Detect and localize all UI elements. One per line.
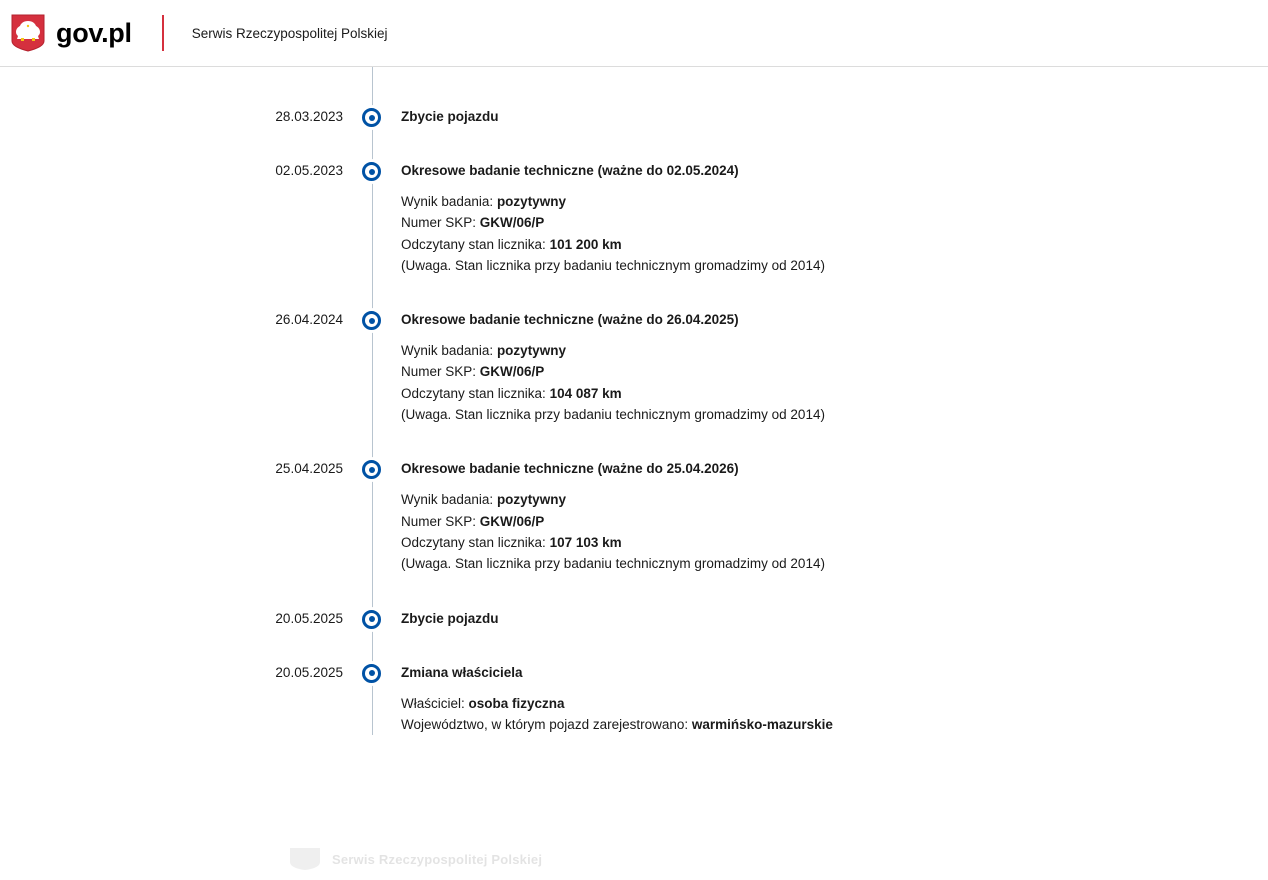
entry-title: Okresowe badanie techniczne (ważne do 26.04.2025) [401,312,739,328]
detail-value: 107 103 km [549,534,622,550]
detail-value: pozytywny [496,492,566,508]
detail-label: Wynik badania: [401,492,497,508]
entry-date: 25.04.2025 [275,461,343,477]
detail-label: Odczytany stan licznika: [401,385,550,401]
detail-line [401,361,1268,382]
detail-value: 104 087 km [549,385,622,401]
detail-line [401,191,1268,212]
entry-date: 20.05.2025 [275,610,343,626]
detail-value: osoba fizyczna [468,695,565,711]
timeline-entry [0,107,1268,127]
detail-value: GKW/06/P [479,215,545,231]
timeline-dot-icon [362,610,381,629]
detail-line [401,511,1268,532]
entry-details [401,489,1268,574]
timeline-dot-icon [362,108,381,127]
detail-label: Numer SKP: [401,364,480,380]
entry-body [372,161,1268,276]
entry-date: 02.05.2023 [275,163,343,178]
entry-body [372,663,1268,736]
polish-eagle-emblem-icon [10,13,46,53]
entry-details [401,340,1268,425]
detail-value: 101 200 km [549,236,622,252]
timeline-entry [0,161,1268,276]
entry-date: 28.03.2023 [275,109,343,124]
timeline-dot-icon [362,664,381,683]
detail-note: (Uwaga. Stan licznika przy badaniu technicznym gromadzimy od 2014) [401,556,825,572]
detail-label: Numer SKP: [401,513,480,529]
footer-emblem-icon [288,846,322,872]
service-name-label: Serwis Rzeczypospolitej Polskiej [191,25,388,41]
entry-date: 26.04.2024 [275,312,343,328]
detail-line [401,693,1268,714]
entry-title: Zbycie pojazdu [401,610,499,626]
detail-line [401,234,1268,255]
detail-value: pozytywny [496,343,566,359]
entry-date: 20.05.2025 [275,664,343,680]
header-divider [162,15,164,51]
entry-title: Okresowe badanie techniczne (ważne do 25.04.2026) [401,461,739,477]
footer-text: Serwis Rzeczypospolitej Polskiej [332,851,543,867]
detail-value: GKW/06/P [479,513,545,529]
detail-line [401,489,1268,510]
detail-note: (Uwaga. Stan licznika przy badaniu technicznym gromadzimy od 2014) [401,257,825,273]
detail-line [401,714,1268,735]
vehicle-history-timeline [0,67,1268,735]
entry-details [401,693,1268,736]
detail-line [401,532,1268,553]
timeline-entry [0,609,1268,629]
detail-value: GKW/06/P [479,364,545,380]
detail-label: Właściciel: [401,695,469,711]
timeline-dot-icon [362,162,381,181]
site-header [0,0,1268,67]
entry-body [372,459,1268,574]
footer-watermark [288,846,542,872]
detail-label: Wynik badania: [401,194,497,209]
entry-body [372,107,1268,127]
timeline-entry [0,663,1268,736]
entry-title: Okresowe badanie techniczne (ważne do 02.05.2024) [401,163,739,178]
entry-title: Zmiana właściciela [401,664,523,680]
entry-body [372,609,1268,629]
detail-label: Odczytany stan licznika: [401,534,550,550]
timeline-entry [0,310,1268,425]
detail-label: Województwo, w którym pojazd zarejestrowano: [401,716,692,732]
detail-label: Numer SKP: [401,215,480,231]
detail-line [401,383,1268,404]
detail-line [401,340,1268,361]
timeline-entry [0,459,1268,574]
entry-title: Zbycie pojazdu [401,109,499,124]
brand-logo-text[interactable]: gov.pl [56,17,132,48]
detail-label: Odczytany stan licznika: [401,236,550,252]
entry-body [372,310,1268,425]
detail-label: Wynik badania: [401,343,497,359]
entry-details [401,191,1268,276]
detail-line [401,212,1268,233]
detail-value: pozytywny [496,194,566,209]
detail-value: warmińsko-mazurskie [691,716,833,732]
detail-note: (Uwaga. Stan licznika przy badaniu technicznym gromadzimy od 2014) [401,407,825,423]
